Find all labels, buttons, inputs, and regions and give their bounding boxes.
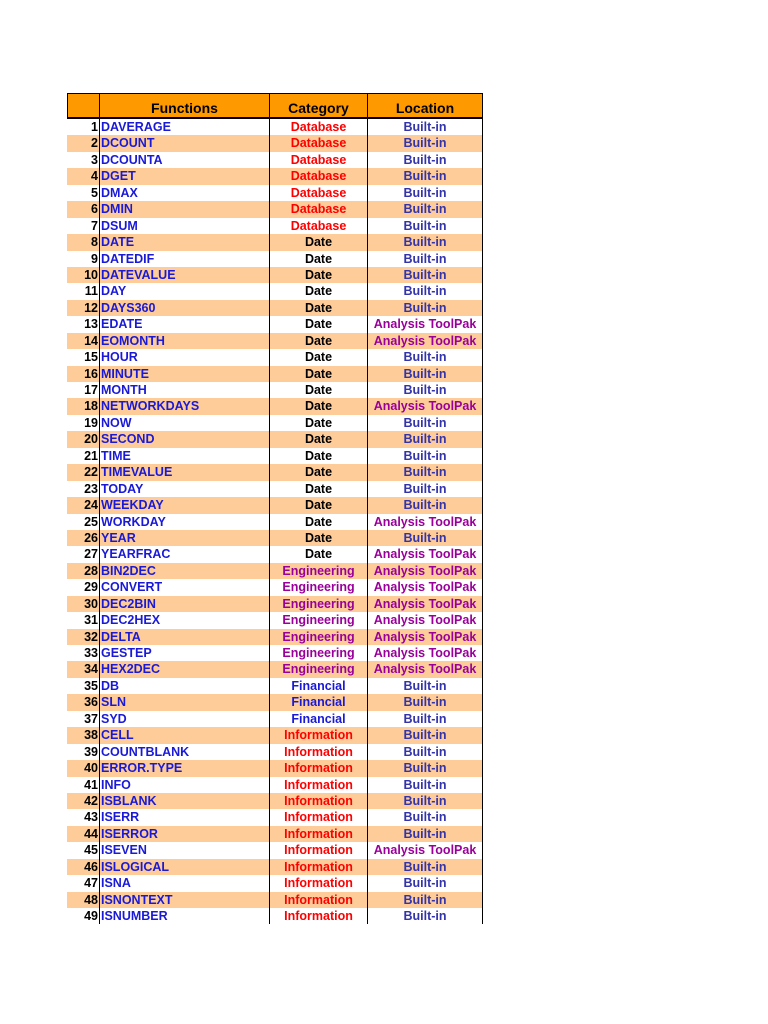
location-cell: Built-in <box>368 777 483 793</box>
table-row <box>67 546 483 562</box>
category-cell: Information <box>270 793 368 809</box>
location-cell: Built-in <box>368 201 483 217</box>
location-cell: Analysis ToolPak <box>368 629 483 645</box>
row-number-cell: 44 <box>67 826 100 842</box>
row-number-cell: 11 <box>67 283 100 299</box>
table-row <box>67 431 483 447</box>
table-row <box>67 809 483 825</box>
table-row <box>67 727 483 743</box>
row-number-cell: 13 <box>67 316 100 332</box>
function-name-cell: MINUTE <box>100 366 270 382</box>
table-row <box>67 859 483 875</box>
function-name-cell: ISNA <box>100 875 270 891</box>
category-cell: Financial <box>270 678 368 694</box>
row-number-cell: 6 <box>67 201 100 217</box>
table-row <box>67 744 483 760</box>
category-cell: Database <box>270 201 368 217</box>
table-row <box>67 119 483 135</box>
function-name-cell: ERROR.TYPE <box>100 760 270 776</box>
location-cell: Built-in <box>368 366 483 382</box>
function-name-cell: DCOUNT <box>100 135 270 151</box>
category-cell: Date <box>270 251 368 267</box>
function-name-cell: HOUR <box>100 349 270 365</box>
header-category: Category <box>270 94 368 117</box>
category-cell: Information <box>270 908 368 924</box>
row-number-cell: 43 <box>67 809 100 825</box>
table-row <box>67 661 483 677</box>
category-cell: Information <box>270 760 368 776</box>
table-row <box>67 185 483 201</box>
category-cell: Date <box>270 366 368 382</box>
location-cell: Built-in <box>368 283 483 299</box>
table-row <box>67 777 483 793</box>
location-cell: Built-in <box>368 711 483 727</box>
row-number-cell: 10 <box>67 267 100 283</box>
category-cell: Date <box>270 234 368 250</box>
table-row <box>67 481 483 497</box>
location-cell: Built-in <box>368 185 483 201</box>
function-name-cell: DAY <box>100 283 270 299</box>
row-number-cell: 27 <box>67 546 100 562</box>
location-cell: Analysis ToolPak <box>368 645 483 661</box>
location-cell: Built-in <box>368 218 483 234</box>
category-cell: Date <box>270 448 368 464</box>
category-cell: Information <box>270 826 368 842</box>
row-number-cell: 24 <box>67 497 100 513</box>
location-cell: Built-in <box>368 760 483 776</box>
table-body <box>67 119 483 924</box>
function-name-cell: TIME <box>100 448 270 464</box>
table-row <box>67 168 483 184</box>
category-cell: Database <box>270 119 368 135</box>
row-number-cell: 33 <box>67 645 100 661</box>
row-number-cell: 14 <box>67 333 100 349</box>
function-name-cell: EOMONTH <box>100 333 270 349</box>
location-cell: Built-in <box>368 809 483 825</box>
category-cell: Financial <box>270 694 368 710</box>
function-name-cell: DEC2BIN <box>100 596 270 612</box>
row-number-cell: 18 <box>67 398 100 414</box>
location-cell: Built-in <box>368 908 483 924</box>
category-cell: Engineering <box>270 661 368 677</box>
table-row <box>67 366 483 382</box>
category-cell: Date <box>270 497 368 513</box>
function-name-cell: DATEDIF <box>100 251 270 267</box>
row-number-cell: 48 <box>67 892 100 908</box>
row-number-cell: 32 <box>67 629 100 645</box>
row-number-cell: 9 <box>67 251 100 267</box>
row-number-cell: 22 <box>67 464 100 480</box>
row-number-cell: 28 <box>67 563 100 579</box>
function-name-cell: DEC2HEX <box>100 612 270 628</box>
row-number-cell: 19 <box>67 415 100 431</box>
category-cell: Date <box>270 431 368 447</box>
function-name-cell: COUNTBLANK <box>100 744 270 760</box>
function-name-cell: INFO <box>100 777 270 793</box>
table-row <box>67 316 483 332</box>
category-cell: Date <box>270 546 368 562</box>
function-name-cell: WORKDAY <box>100 514 270 530</box>
location-cell: Built-in <box>368 694 483 710</box>
table-row <box>67 514 483 530</box>
function-name-cell: CONVERT <box>100 579 270 595</box>
row-number-cell: 4 <box>67 168 100 184</box>
function-name-cell: DMAX <box>100 185 270 201</box>
location-cell: Built-in <box>368 267 483 283</box>
function-name-cell: BIN2DEC <box>100 563 270 579</box>
row-number-cell: 5 <box>67 185 100 201</box>
category-cell: Database <box>270 135 368 151</box>
category-cell: Date <box>270 316 368 332</box>
location-cell: Built-in <box>368 152 483 168</box>
table-row <box>67 201 483 217</box>
table-row <box>67 382 483 398</box>
table-row <box>67 694 483 710</box>
category-cell: Information <box>270 859 368 875</box>
location-cell: Built-in <box>368 448 483 464</box>
category-cell: Database <box>270 185 368 201</box>
row-number-cell: 7 <box>67 218 100 234</box>
location-cell: Built-in <box>368 497 483 513</box>
category-cell: Database <box>270 168 368 184</box>
category-cell: Date <box>270 514 368 530</box>
row-number-cell: 17 <box>67 382 100 398</box>
header-location: Location <box>395 100 455 116</box>
function-name-cell: ISLOGICAL <box>100 859 270 875</box>
table-row <box>67 596 483 612</box>
location-cell: Analysis ToolPak <box>368 579 483 595</box>
row-number-cell: 2 <box>67 135 100 151</box>
category-cell: Database <box>270 218 368 234</box>
table-row <box>67 826 483 842</box>
function-name-cell: SYD <box>100 711 270 727</box>
category-cell: Date <box>270 267 368 283</box>
row-number-cell: 8 <box>67 234 100 250</box>
location-cell: Built-in <box>368 678 483 694</box>
location-cell: Analysis ToolPak <box>368 514 483 530</box>
location-cell: Built-in <box>368 859 483 875</box>
function-name-cell: DB <box>100 678 270 694</box>
category-cell: Date <box>270 464 368 480</box>
function-name-cell: DELTA <box>100 629 270 645</box>
function-name-cell: ISNONTEXT <box>100 892 270 908</box>
table-row <box>67 300 483 316</box>
category-cell: Date <box>270 415 368 431</box>
location-cell: Analysis ToolPak <box>368 398 483 414</box>
category-cell: Date <box>270 333 368 349</box>
location-cell: Analysis ToolPak <box>368 546 483 562</box>
location-cell: Built-in <box>368 826 483 842</box>
table-row <box>67 398 483 414</box>
location-cell: Analysis ToolPak <box>368 596 483 612</box>
function-name-cell: TODAY <box>100 481 270 497</box>
category-cell: Financial <box>270 711 368 727</box>
location-cell: Analysis ToolPak <box>368 563 483 579</box>
location-cell: Built-in <box>368 875 483 891</box>
table-row <box>67 711 483 727</box>
header-number <box>68 94 100 117</box>
table-row <box>67 629 483 645</box>
function-name-cell: TIMEVALUE <box>100 464 270 480</box>
location-cell: Analysis ToolPak <box>368 842 483 858</box>
category-cell: Date <box>270 530 368 546</box>
row-number-cell: 46 <box>67 859 100 875</box>
table-row <box>67 563 483 579</box>
category-cell: Database <box>270 152 368 168</box>
location-cell: Built-in <box>368 481 483 497</box>
function-name-cell: YEARFRAC <box>100 546 270 562</box>
function-name-cell: GESTEP <box>100 645 270 661</box>
location-cell: Built-in <box>368 530 483 546</box>
table-row <box>67 497 483 513</box>
table-row <box>67 678 483 694</box>
table-header-row <box>67 93 483 119</box>
category-cell: Information <box>270 842 368 858</box>
location-cell: Built-in <box>368 415 483 431</box>
function-name-cell: MONTH <box>100 382 270 398</box>
table-row <box>67 234 483 250</box>
category-cell: Engineering <box>270 596 368 612</box>
row-number-cell: 45 <box>67 842 100 858</box>
row-number-cell: 49 <box>67 908 100 924</box>
table-row <box>67 448 483 464</box>
table-row <box>67 415 483 431</box>
table-row <box>67 579 483 595</box>
table-row <box>67 530 483 546</box>
table-row <box>67 135 483 151</box>
category-cell: Date <box>270 398 368 414</box>
function-name-cell: ISBLANK <box>100 793 270 809</box>
category-cell: Information <box>270 809 368 825</box>
location-cell: Analysis ToolPak <box>368 333 483 349</box>
category-cell: Information <box>270 892 368 908</box>
row-number-cell: 34 <box>67 661 100 677</box>
row-number-cell: 37 <box>67 711 100 727</box>
category-cell: Engineering <box>270 629 368 645</box>
row-number-cell: 41 <box>67 777 100 793</box>
header-functions: Functions <box>100 94 270 117</box>
location-cell: Built-in <box>368 892 483 908</box>
category-cell: Information <box>270 727 368 743</box>
row-number-cell: 35 <box>67 678 100 694</box>
location-cell: Built-in <box>368 168 483 184</box>
function-name-cell: DCOUNTA <box>100 152 270 168</box>
function-name-cell: HEX2DEC <box>100 661 270 677</box>
functions-table <box>67 93 483 924</box>
table-row <box>67 892 483 908</box>
row-number-cell: 29 <box>67 579 100 595</box>
table-row <box>67 283 483 299</box>
row-number-cell: 40 <box>67 760 100 776</box>
function-name-cell: EDATE <box>100 316 270 332</box>
location-cell: Built-in <box>368 234 483 250</box>
table-row <box>67 349 483 365</box>
function-name-cell: DGET <box>100 168 270 184</box>
location-cell: Built-in <box>368 382 483 398</box>
category-cell: Date <box>270 283 368 299</box>
location-cell: Built-in <box>368 744 483 760</box>
category-cell: Date <box>270 349 368 365</box>
table-row <box>67 612 483 628</box>
location-cell: Built-in <box>368 300 483 316</box>
location-cell: Built-in <box>368 135 483 151</box>
row-number-cell: 3 <box>67 152 100 168</box>
table-row <box>67 218 483 234</box>
category-cell: Date <box>270 382 368 398</box>
category-cell: Engineering <box>270 612 368 628</box>
function-name-cell: ISNUMBER <box>100 908 270 924</box>
category-cell: Information <box>270 777 368 793</box>
table-row <box>67 760 483 776</box>
function-name-cell: DAVERAGE <box>100 119 270 135</box>
row-number-cell: 30 <box>67 596 100 612</box>
table-row <box>67 152 483 168</box>
function-name-cell: DAYS360 <box>100 300 270 316</box>
location-cell: Built-in <box>368 727 483 743</box>
row-number-cell: 12 <box>67 300 100 316</box>
row-number-cell: 42 <box>67 793 100 809</box>
row-number-cell: 38 <box>67 727 100 743</box>
function-name-cell: WEEKDAY <box>100 497 270 513</box>
function-name-cell: DATE <box>100 234 270 250</box>
category-cell: Date <box>270 481 368 497</box>
location-cell: Built-in <box>368 349 483 365</box>
row-number-cell: 36 <box>67 694 100 710</box>
row-number-cell: 25 <box>67 514 100 530</box>
table-row <box>67 793 483 809</box>
function-name-cell: ISEVEN <box>100 842 270 858</box>
category-cell: Engineering <box>270 563 368 579</box>
function-name-cell: NOW <box>100 415 270 431</box>
location-cell: Analysis ToolPak <box>368 316 483 332</box>
row-number-cell: 15 <box>67 349 100 365</box>
row-number-cell: 20 <box>67 431 100 447</box>
location-cell: Built-in <box>368 251 483 267</box>
table-row <box>67 333 483 349</box>
category-cell: Information <box>270 744 368 760</box>
row-number-cell: 47 <box>67 875 100 891</box>
row-number-cell: 26 <box>67 530 100 546</box>
location-cell: Built-in <box>368 119 483 135</box>
row-number-cell: 21 <box>67 448 100 464</box>
row-number-cell: 1 <box>67 119 100 135</box>
row-number-cell: 16 <box>67 366 100 382</box>
category-cell: Date <box>270 300 368 316</box>
function-name-cell: DSUM <box>100 218 270 234</box>
table-row <box>67 464 483 480</box>
function-name-cell: DMIN <box>100 201 270 217</box>
table-row <box>67 645 483 661</box>
table-row <box>67 875 483 891</box>
location-cell: Built-in <box>368 464 483 480</box>
category-cell: Engineering <box>270 579 368 595</box>
function-name-cell: DATEVALUE <box>100 267 270 283</box>
location-cell: Built-in <box>368 431 483 447</box>
table-row <box>67 842 483 858</box>
row-number-cell: 39 <box>67 744 100 760</box>
function-name-cell: CELL <box>100 727 270 743</box>
function-name-cell: SECOND <box>100 431 270 447</box>
location-cell: Analysis ToolPak <box>368 612 483 628</box>
category-cell: Engineering <box>270 645 368 661</box>
function-name-cell: NETWORKDAYS <box>100 398 270 414</box>
table-row <box>67 908 483 924</box>
category-cell: Information <box>270 875 368 891</box>
row-number-cell: 23 <box>67 481 100 497</box>
location-cell: Built-in <box>368 793 483 809</box>
table-row <box>67 267 483 283</box>
function-name-cell: SLN <box>100 694 270 710</box>
function-name-cell: YEAR <box>100 530 270 546</box>
table-row <box>67 251 483 267</box>
function-name-cell: ISERROR <box>100 826 270 842</box>
row-number-cell: 31 <box>67 612 100 628</box>
function-name-cell: ISERR <box>100 809 270 825</box>
location-cell: Analysis ToolPak <box>368 661 483 677</box>
